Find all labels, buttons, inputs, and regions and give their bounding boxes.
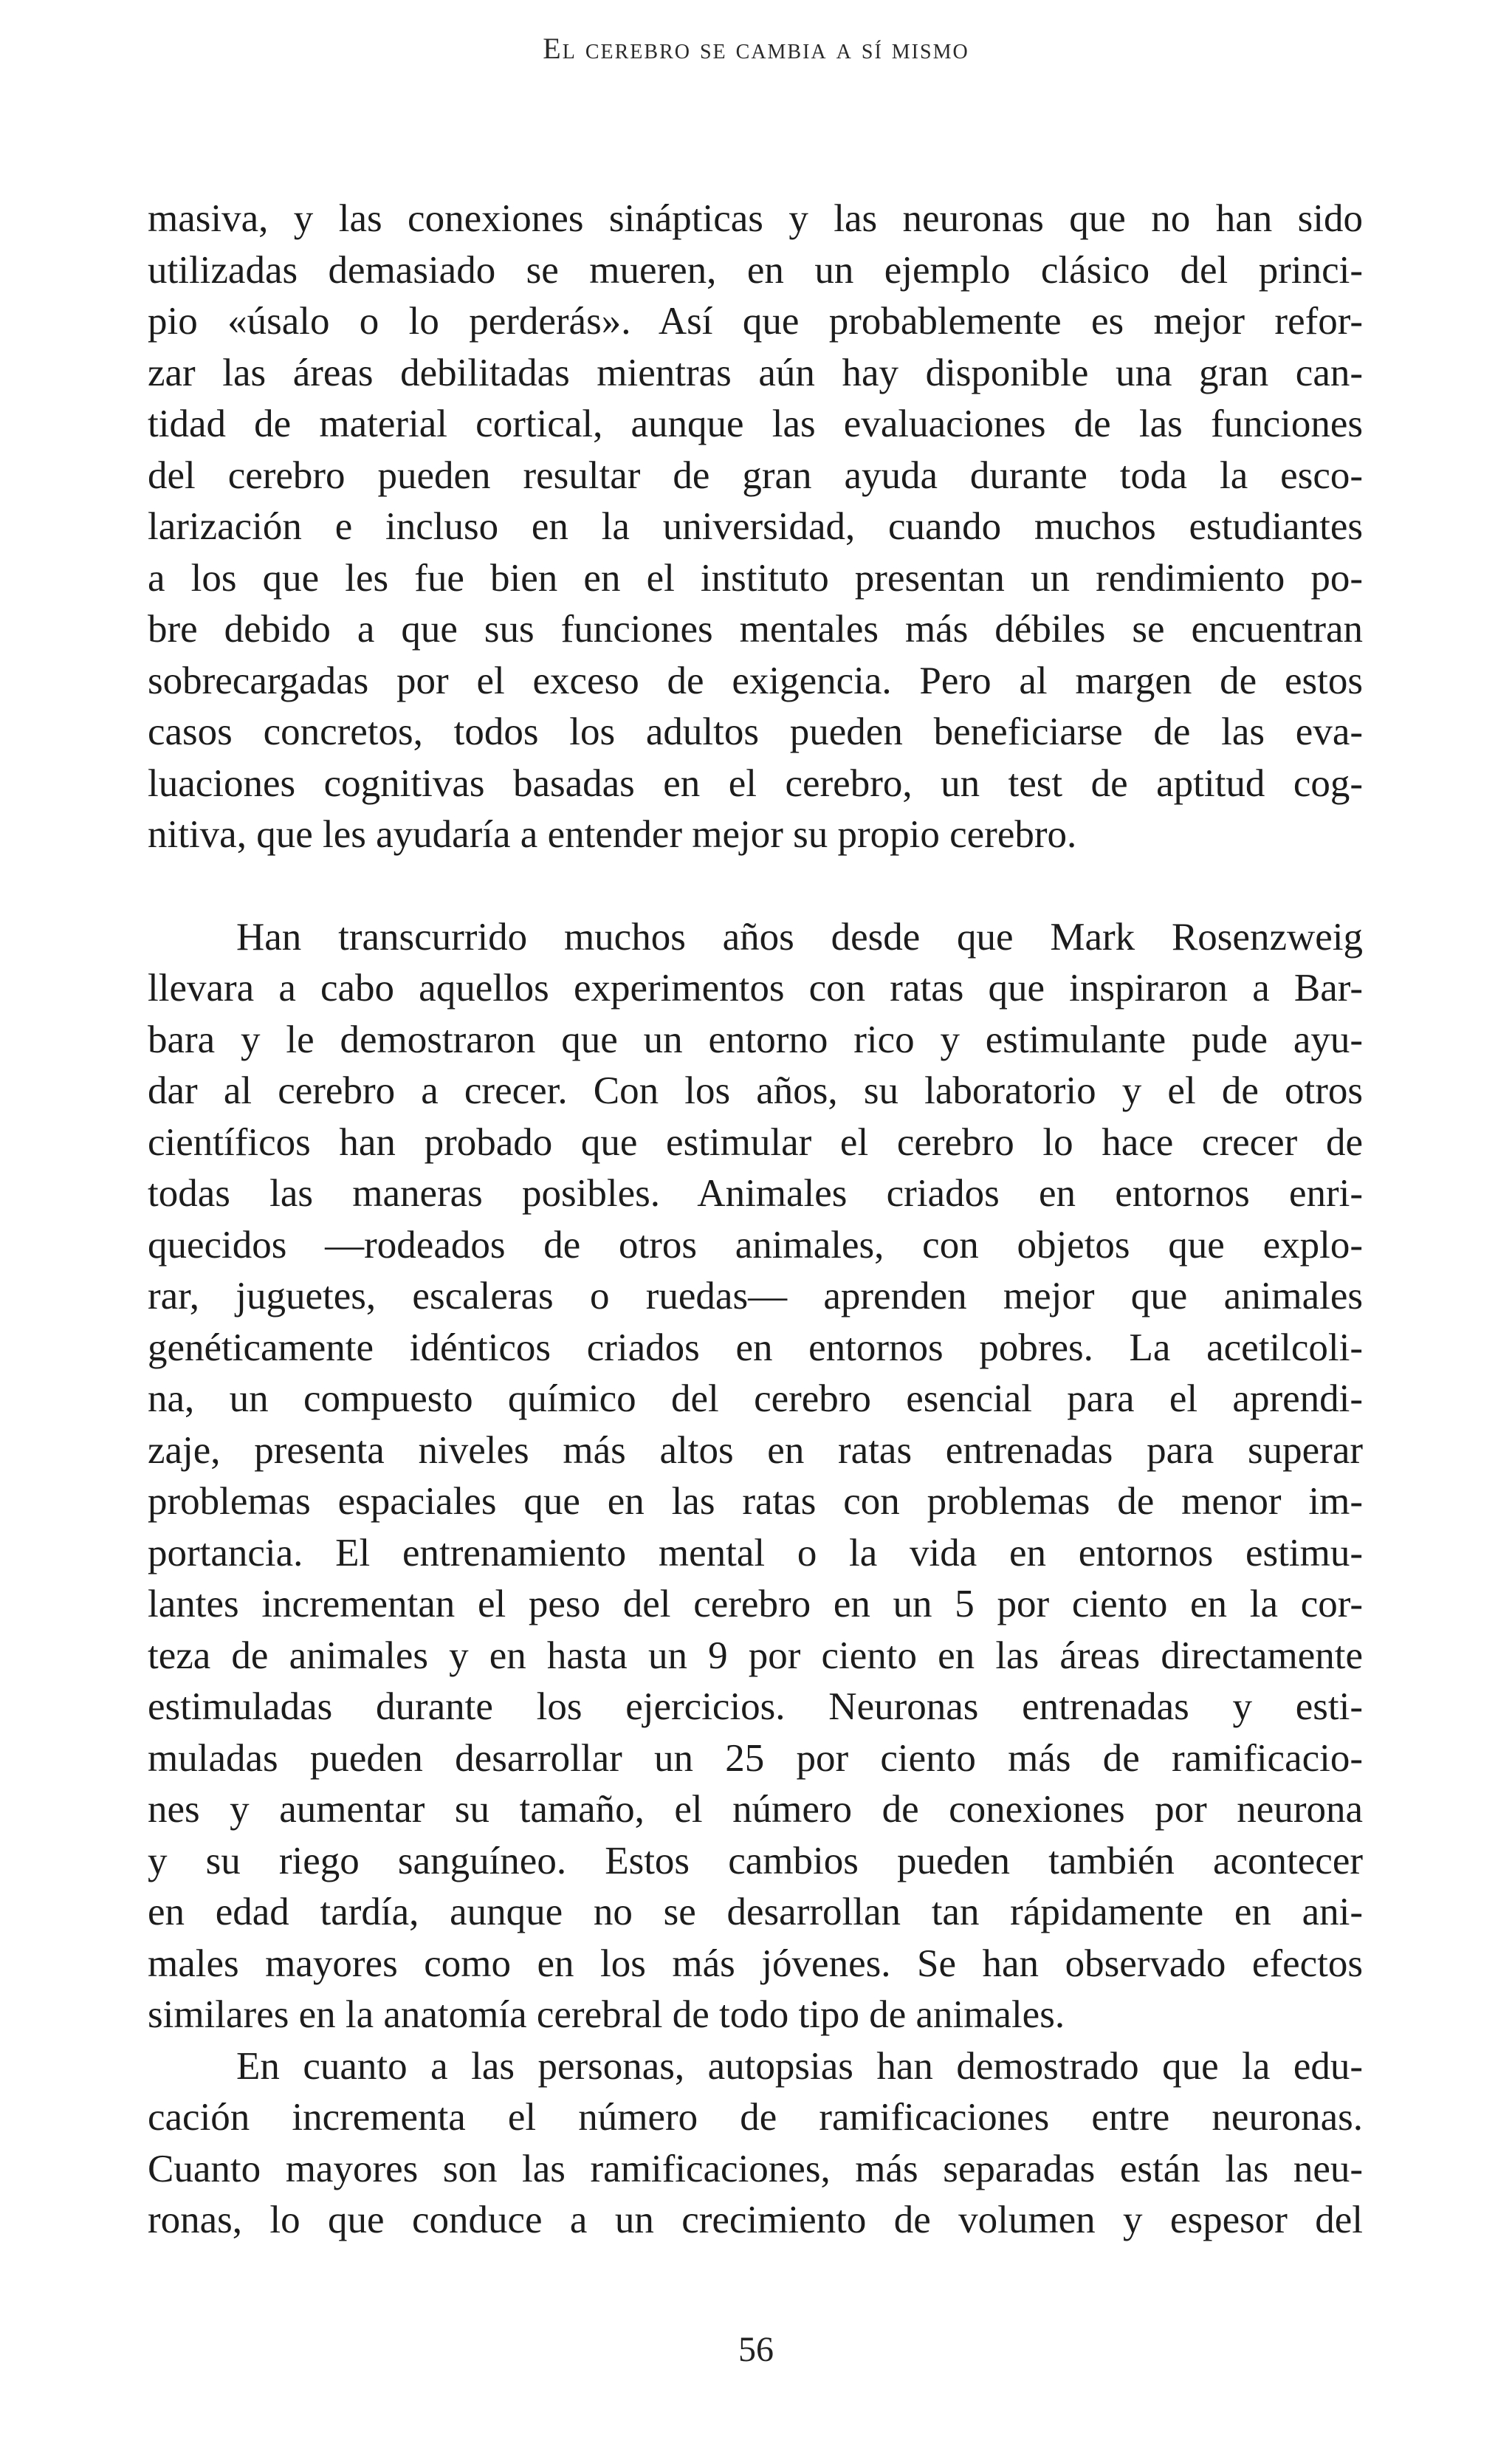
text-line: dar al cerebro a crecer. Con los años, su laboratorio y el de otros <box>148 1069 1363 1112</box>
text-line: En cuanto a las personas, autopsias han demostrado que la edu- <box>236 2044 1363 2088</box>
text-line: en edad tardía, aunque no se desarrollan tan rápidamente en ani- <box>148 1891 1363 1933</box>
running-head: El cerebro se cambia a sí mismo <box>543 32 969 65</box>
text-line: pio «úsalo o lo perderás». Así que probablemente es mejor refor- <box>148 300 1363 343</box>
text-line: y su riego sanguíneo. Estos cambios pueden también acontecer <box>148 1839 1363 1882</box>
text-line: sobrecargadas por el exceso de exigencia. Pero al margen de estos <box>148 659 1363 702</box>
text-line: luaciones cognitivas basadas en el cerebro, un test de aptitud cog- <box>148 761 1363 805</box>
text-line: na, un compuesto químico del cerebro esencial para el aprendi- <box>148 1377 1363 1420</box>
page-number: 56 <box>738 2330 774 2369</box>
text-line: cación incrementa el número de ramificaciones entre neuronas. <box>148 2096 1363 2139</box>
text-line: científicos han probado que estimular el cerebro lo hace crecer de <box>148 1120 1363 1164</box>
text-line: bre debido a que sus funciones mentales más débiles se encuentran <box>148 608 1363 651</box>
text-line: Han transcurrido muchos años desde que Mark Rosenzweig <box>236 915 1363 959</box>
text-line: genéticamente idénticos criados en entornos pobres. La acetilcoli- <box>148 1326 1363 1369</box>
text-line: larización e incluso en la universidad, cuando muchos estudiantes <box>148 505 1363 548</box>
text-line: masiva, y las conexiones sinápticas y las neuronas que no han sido <box>148 197 1363 240</box>
text-line: nes y aumentar su tamaño, el número de conexiones por neurona <box>148 1788 1363 1831</box>
paragraph-3 <box>148 2041 1363 2247</box>
section-break <box>148 861 1363 912</box>
text-line: lantes incrementan el peso del cerebro en un 5 por ciento en la cor- <box>148 1583 1363 1625</box>
text-line: llevara a cabo aquellos experimentos con ratas que inspiraron a Bar- <box>148 967 1363 1010</box>
paragraph-2 <box>148 912 1363 2041</box>
text-line: estimuladas durante los ejercicios. Neuronas entrenadas y esti- <box>148 1685 1363 1728</box>
text-line: portancia. El entrenamiento mental o la vida en entornos estimu- <box>148 1531 1363 1574</box>
text-line: bara y le demostraron que un entorno rico y estimulante pude ayu- <box>148 1018 1363 1061</box>
text-line: teza de animales y en hasta un 9 por ciento en las áreas directamente <box>148 1634 1363 1677</box>
text-line: problemas espaciales que en las ratas con problemas de menor im- <box>148 1480 1363 1523</box>
text-line: nitiva, que les ayudaría a entender mejor su propio cerebro. <box>148 813 1077 856</box>
text-line: casos concretos, todos los adultos pueden beneficiarse de las eva- <box>148 710 1363 753</box>
text-line: todas las maneras posibles. Animales criados en entornos enri- <box>148 1172 1363 1215</box>
body-text <box>148 193 1363 2247</box>
text-line: rar, juguetes, escaleras o ruedas— aprenden mejor que animales <box>148 1275 1363 1317</box>
text-line: muladas pueden desarrollar un 25 por ciento más de ramificacio- <box>148 1736 1363 1780</box>
text-line: zar las áreas debilitadas mientras aún hay disponible una gran can- <box>148 351 1363 394</box>
text-line: zaje, presenta niveles más altos en ratas entrenadas para superar <box>148 1428 1363 1472</box>
text-line: Cuanto mayores son las ramificaciones, más separadas están las neu- <box>148 2147 1363 2190</box>
text-line: utilizadas demasiado se mueren, en un ejemplo clásico del princi- <box>148 248 1363 292</box>
text-line: del cerebro pueden resultar de gran ayuda durante toda la esco- <box>148 453 1363 497</box>
text-line: males mayores como en los más jóvenes. Se han observado efectos <box>148 1942 1363 1985</box>
text-line: quecidos —rodeados de otros animales, con objetos que explo- <box>148 1223 1363 1267</box>
text-line: similares en la anatomía cerebral de todo tipo de animales. <box>148 1993 1065 2036</box>
text-line: tidad de material cortical, aunque las evaluaciones de las funciones <box>148 402 1363 445</box>
text-line: ronas, lo que conduce a un crecimiento de volumen y espesor del <box>148 2199 1363 2241</box>
paragraph-1 <box>148 193 1363 861</box>
text-line: a los que les fue bien en el instituto presentan un rendimiento po- <box>148 556 1363 600</box>
